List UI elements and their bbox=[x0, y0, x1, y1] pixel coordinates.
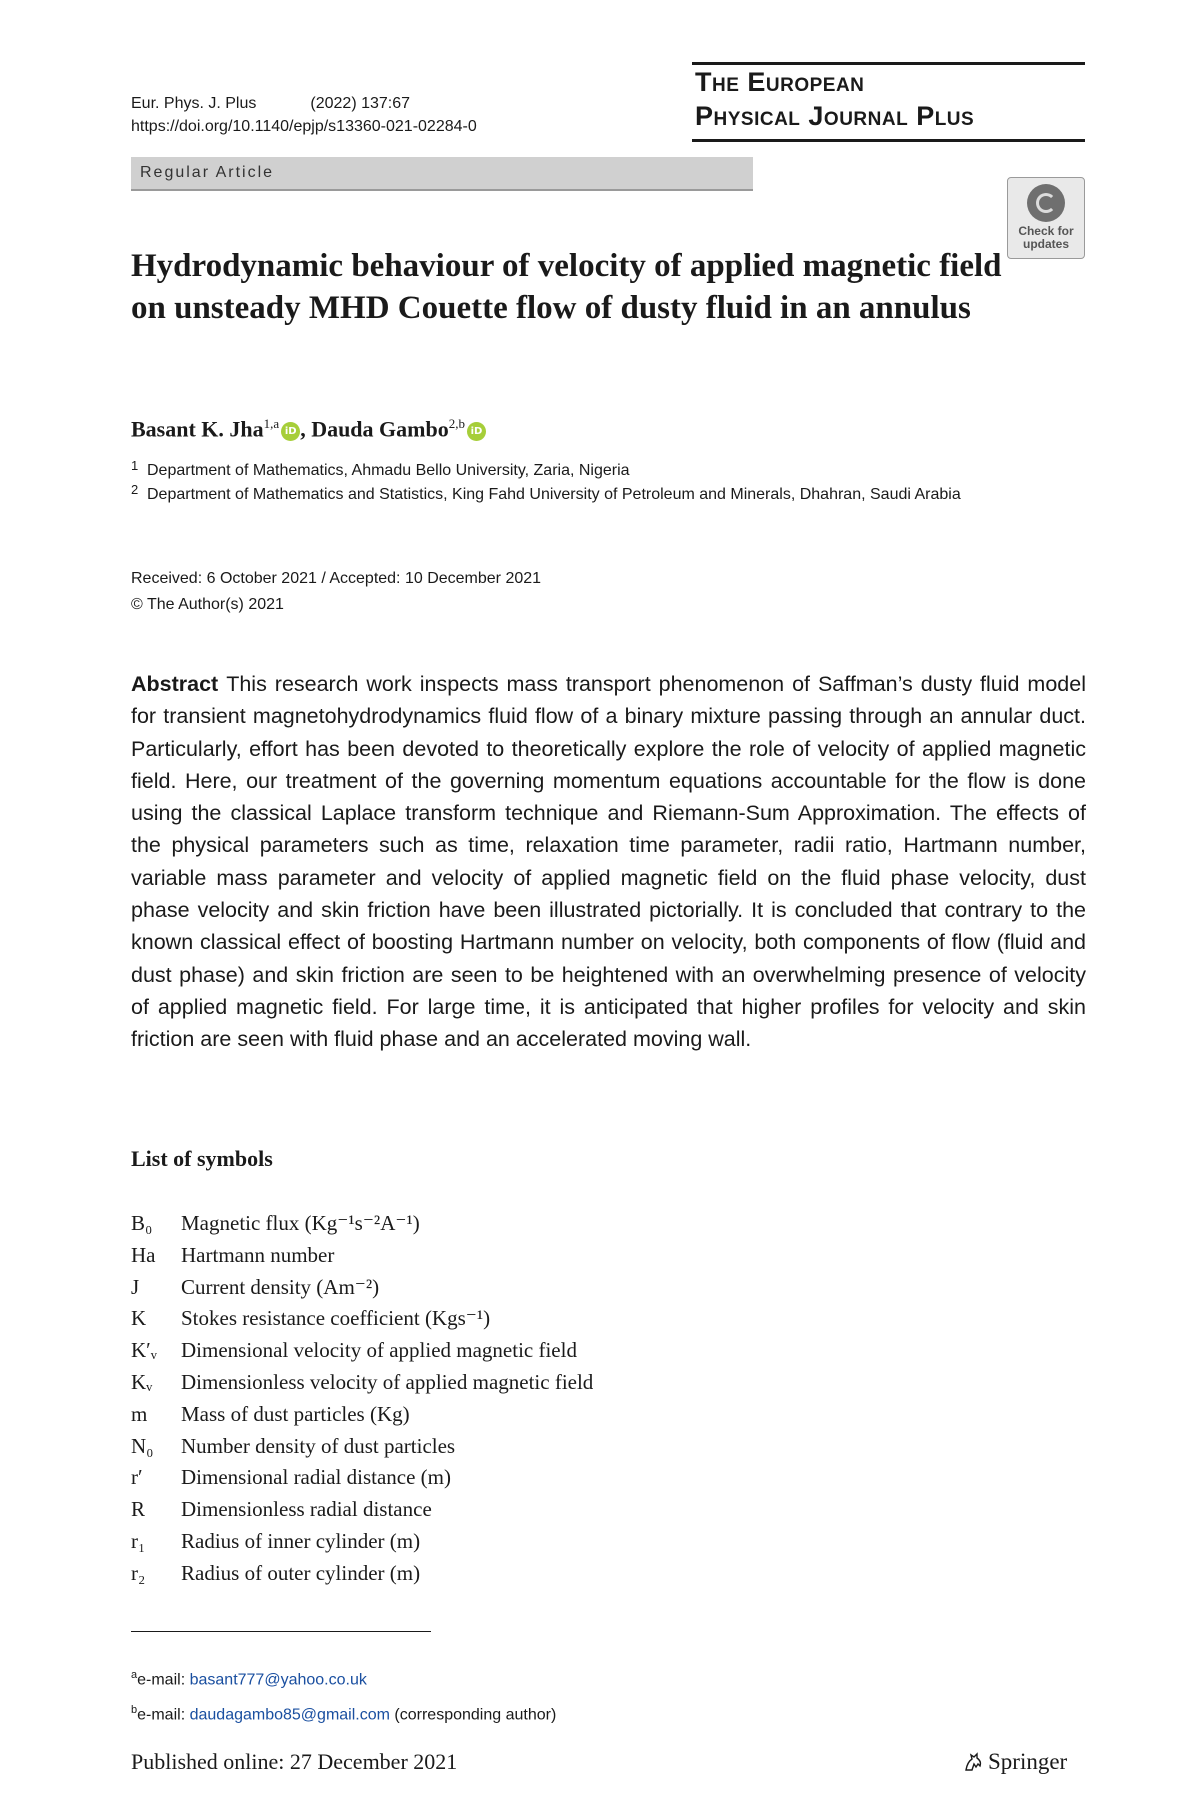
journal-brand bbox=[692, 62, 1085, 142]
symbol: r₂ bbox=[131, 1560, 146, 1585]
symbol-definition: Radius of outer cylinder (m) bbox=[181, 1560, 421, 1585]
author-affiliation-mark: 2,b bbox=[448, 416, 465, 431]
footnote-note: (corresponding author) bbox=[394, 1706, 557, 1724]
email-link[interactable]: daudagambo85@gmail.com bbox=[189, 1706, 390, 1724]
copyright-notice: © The Author(s) 2021 bbox=[131, 596, 284, 613]
author-name: Dauda Gambo bbox=[311, 416, 449, 442]
symbol: Kᵥ bbox=[131, 1369, 153, 1394]
symbol-definition: Dimensionless radial distance bbox=[181, 1497, 432, 1522]
symbol: B₀ bbox=[131, 1211, 153, 1235]
author-list: Basant K. Jha$^{1,a}$iD , Dauda Gambo$^{2,b}$iD bbox=[131, 416, 486, 442]
symbol: m bbox=[131, 1401, 148, 1426]
check-badge-line-1: Check for bbox=[1018, 224, 1074, 238]
affiliation-text: Department of Mathematics, Ahmadu Bello University, Zaria, Nigeria bbox=[147, 462, 630, 479]
symbol-definition: Stokes resistance coefficient (Kgs⁻¹) bbox=[181, 1306, 491, 1331]
publisher-name: Springer bbox=[988, 1749, 1068, 1774]
symbol: r′ bbox=[131, 1465, 143, 1490]
symbol-definition: Current density (Am⁻²) bbox=[181, 1274, 380, 1299]
symbol-definition: Dimensionless velocity of applied magnetic field bbox=[181, 1369, 594, 1394]
footnote-label: e-mail: bbox=[137, 1671, 186, 1689]
symbol-definition: Dimensional radial distance (m) bbox=[181, 1465, 451, 1490]
publisher-logo bbox=[962, 1749, 1067, 1775]
brand-rule-bottom bbox=[692, 139, 1085, 142]
check-updates-icon bbox=[1027, 184, 1065, 222]
footnote-item bbox=[131, 1695, 556, 1730]
symbol-row bbox=[131, 1335, 593, 1367]
footnote-label: e-mail: bbox=[137, 1706, 186, 1724]
symbol-row bbox=[131, 1494, 593, 1526]
symbols-list bbox=[131, 1208, 593, 1590]
footnote-mark: b bbox=[131, 1704, 138, 1717]
symbol: N₀ bbox=[131, 1433, 154, 1458]
symbol-definition: Radius of inner cylinder (m) bbox=[181, 1528, 421, 1553]
symbol-row bbox=[131, 1558, 593, 1590]
abstract bbox=[131, 668, 1086, 1056]
springer-horse-icon bbox=[962, 1751, 984, 1773]
check-for-updates-badge[interactable] bbox=[1007, 177, 1085, 259]
brand-line-1: The European bbox=[695, 67, 865, 97]
email-link[interactable]: basant777@yahoo.co.uk bbox=[189, 1671, 367, 1689]
affiliation-item bbox=[131, 459, 1086, 483]
symbol-row bbox=[131, 1526, 593, 1558]
symbol-definition: Hartmann number bbox=[181, 1242, 335, 1267]
author-affiliation-mark: 1,a bbox=[263, 416, 280, 431]
symbol-row bbox=[131, 1208, 593, 1240]
published-online: Published online: 27 December 2021 bbox=[131, 1749, 458, 1774]
symbol-row bbox=[131, 1431, 593, 1463]
symbol-row bbox=[131, 1399, 593, 1431]
symbol: K bbox=[131, 1306, 147, 1331]
symbols-heading: List of symbols bbox=[131, 1146, 273, 1171]
footnote-divider bbox=[131, 1631, 431, 1632]
journal-reference bbox=[131, 92, 477, 138]
journal-name: Eur. Phys. J. Plus bbox=[131, 95, 257, 112]
footnotes bbox=[131, 1660, 556, 1731]
symbol: r₁ bbox=[131, 1528, 146, 1553]
affiliation-item bbox=[131, 483, 1086, 507]
symbol: Ha bbox=[131, 1242, 156, 1267]
symbol-row bbox=[131, 1462, 593, 1494]
orcid-icon[interactable]: iD bbox=[281, 422, 300, 441]
footnote-mark: a bbox=[131, 1669, 138, 1681]
symbol: J bbox=[131, 1274, 140, 1299]
symbol-row bbox=[131, 1367, 593, 1399]
symbol-definition: Mass of dust particles (Kg) bbox=[181, 1401, 410, 1426]
check-badge-line-2: updates bbox=[1022, 237, 1069, 251]
article-type-bar: Regular Article bbox=[131, 157, 753, 191]
symbol: R bbox=[131, 1497, 146, 1522]
article-title: Hydrodynamic behaviour of velocity of applied magnetic field on unsteady MHD Couette flow of dusty fluid in an annulus bbox=[131, 248, 1002, 326]
affiliation-number: 2 bbox=[131, 482, 139, 497]
brand-line-2: Physical Journal Plus bbox=[695, 101, 975, 131]
footnote-item bbox=[131, 1660, 556, 1695]
symbol-definition: Number density of dust particles bbox=[181, 1433, 456, 1458]
affiliation-number: 1 bbox=[131, 458, 139, 473]
journal-citation: (2022) 137:67 bbox=[310, 95, 411, 112]
symbol-definition: Magnetic flux (Kg⁻¹s⁻²A⁻¹) bbox=[181, 1211, 420, 1235]
abstract-text: This research work inspects mass transport phenomenon of Saffman’s dusty fluid model for transient magnetohydrodynamics fluid flow of a binary mixture passing through an annular duct. Particularly, effort has been devoted to theoretically explore the role of velocity of applied magnetic field. Here, our treatment of the governing momentum equations accountable for the flow is done using the classical Laplace transform technique and Riemann-Sum Approximation. The effects of the physical parameters such as time, relaxation time parameter, radii ratio, Hartmann number, variable mass parameter and velocity of applied magnetic field on the fluid phase velocity, dust phase velocity and skin friction have been illustrated pictorially. It is concluded that contrary to the known classical effect of boosting Hartmann number on velocity, both components of flow (fluid and dust phase) and skin friction are seen to be heightened with an overwhelming presence of velocity of applied magnetic field. For large time, it is anticipated that higher profiles for velocity and skin friction are seen with fluid phase and an accelerated moving wall. bbox=[131, 672, 1086, 1052]
symbol-row bbox=[131, 1303, 593, 1335]
symbol-definition: Dimensional velocity of applied magnetic field bbox=[181, 1338, 577, 1363]
abstract-label: Abstract bbox=[131, 672, 219, 696]
affiliation-text: Department of Mathematics and Statistics, King Fahd University of Petroleum and Minerals, Dhahran, Saudi Arabia bbox=[147, 486, 961, 503]
received-accepted-dates: Received: 6 October 2021 / Accepted: 10 December 2021 bbox=[131, 570, 542, 587]
doi-link[interactable]: https://doi.org/10.1140/epjp/s13360-021-02284-0 bbox=[131, 118, 477, 135]
orcid-icon[interactable]: iD bbox=[467, 422, 486, 441]
symbol-row bbox=[131, 1240, 593, 1272]
affiliations bbox=[131, 459, 1086, 507]
author-name: Basant K. Jha bbox=[131, 416, 264, 442]
symbol-row bbox=[131, 1272, 593, 1304]
symbol: K′ᵥ bbox=[131, 1338, 157, 1363]
article-dates bbox=[131, 566, 541, 618]
